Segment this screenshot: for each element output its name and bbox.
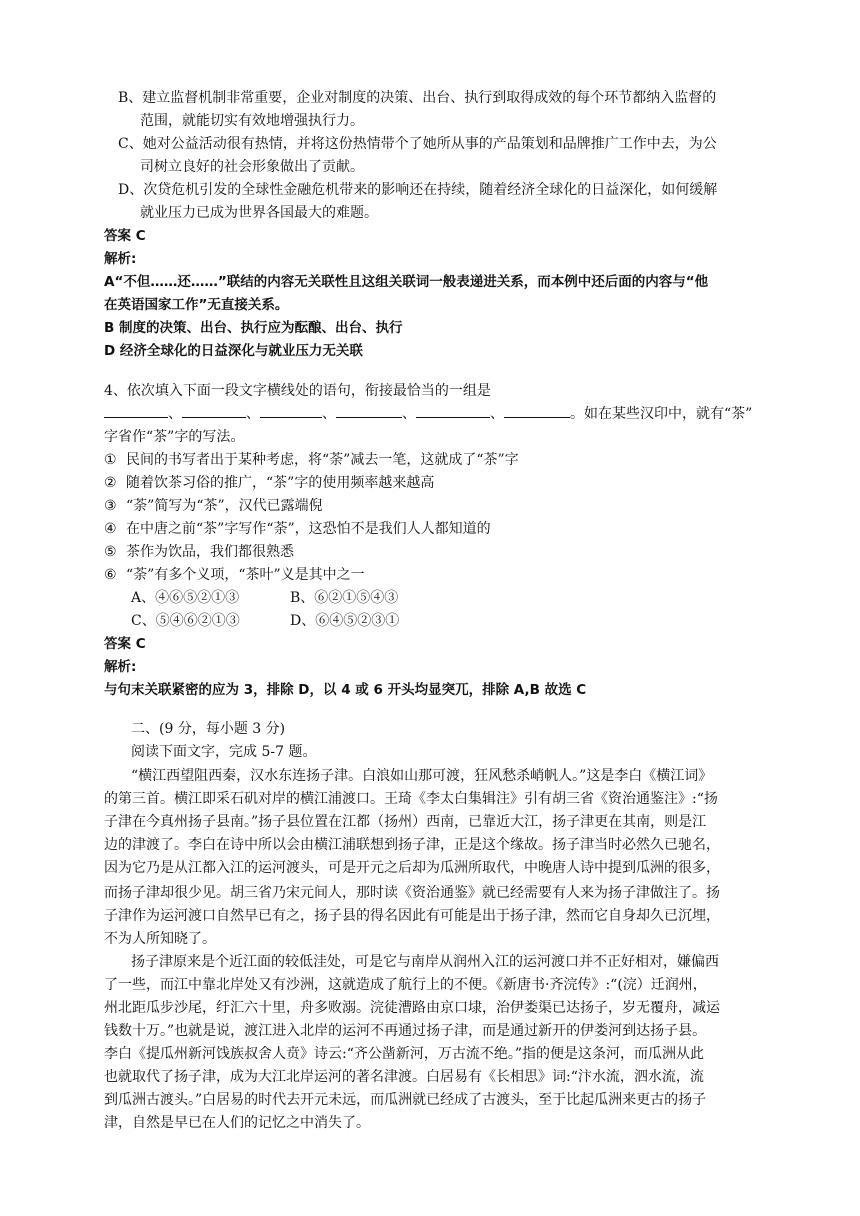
section2-intro: 阅读下面文字，完成 5-7 题。 — [131, 744, 317, 760]
item-text: 茶作为饮品，我们都很熟悉 — [126, 544, 294, 560]
passage-p2-line: 津，自然是早已在人们的记忆之中消失了。 — [104, 1115, 370, 1131]
q3-analysis-d: D 经济全球化的日益深化与就业压力无关联 — [104, 343, 363, 359]
passage-p1-line: 而扬子津却很少见。胡三省乃宋元间人，那时读《资治通鉴》就已经需要有人来为扬子津做注了。扬 — [104, 885, 720, 901]
separator: 、 — [168, 406, 182, 422]
item-text: 在中唐之前“茶”字写作“荼”，这恐怕不是我们人人都知道的 — [126, 521, 491, 537]
q4-item — [104, 495, 323, 517]
q3-analysis-a-line1: A“不但……还……”联结的内容无关联性且这组关联词一般表递进关系，而本例中还后面的内容与“他 — [104, 274, 709, 290]
blank-2 — [182, 403, 246, 418]
blank-6 — [504, 403, 570, 418]
section2-heading: 二、(9 分，每小题 3 分) — [131, 721, 286, 737]
item-number: ⑥ — [104, 567, 117, 583]
item-text: 随着饮茶习俗的推广，“茶”字的使用频率越来越高 — [126, 475, 435, 491]
passage-p1-line: 的第三首。横江即采石矶对岸的横江浦渡口。王琦《李太白集辑注》引有胡三省《资治通鉴注》:“扬 — [104, 791, 718, 807]
q4-item — [104, 518, 491, 540]
q3-option-c-line1: C、她对公益活动很有热情，并将这份热情带个了她所从事的产品策划和品牌推广工作中去，为公 — [118, 136, 717, 152]
passage-p2-line: 州北距瓜步沙尾，纡汇六十里，舟多败溺。浣徒漕路由京口埭，治伊娄渠已达扬子，岁无覆舟，减运 — [104, 1000, 720, 1016]
item-number: ② — [104, 475, 117, 491]
q3-analysis-b: B 制度的决策、出台、执行应为酝酿、出台、执行 — [104, 320, 403, 336]
q4-analysis: 与句末关联紧密的应为 3，排除 D，以 4 或 6 开头均显突兀，排除 A,B 故选 C — [104, 682, 587, 698]
item-text: 民间的书写者出于某种考虑，将“荼”减去一笔，这就成了“茶”字 — [126, 452, 519, 468]
q4-item — [104, 541, 294, 563]
passage-p2-line: 扬子津原来是个近江面的较低洼处，可是它与南岸从润州入江的运河渡口并不正好相对，嫌偏西 — [131, 954, 719, 970]
q4-analysis-label: 解析: — [104, 659, 137, 675]
separator: 、 — [402, 406, 416, 422]
blank-4 — [336, 403, 402, 418]
q4-answer: 答案 C — [104, 636, 146, 652]
q4-tail-line1: 。如在某些汉印中，就有“茶” — [570, 406, 753, 422]
q4-option-b: B、⑥②①⑤④③ — [290, 590, 399, 606]
blank-1 — [104, 403, 168, 418]
q3-analysis-a-line2: 在英语国家工作”无直接关系。 — [104, 297, 289, 313]
passage-p2-line: 钱数十万。”也就是说，渡江进入北岸的运河不再通过扬子津，而是通过新开的伊娄河到达扬子县。 — [104, 1023, 707, 1039]
separator: 、 — [490, 406, 504, 422]
passage-p1-line: 边的津渡了。李白在诗中所以会由横江浦联想到扬子津，正是这个缘故。扬子津当时必然久已驰名， — [104, 837, 720, 853]
q3-option-b-line2: 范围，就能切实有效地增强执行力。 — [140, 113, 364, 129]
passage-p2-line: 李白《提瓜州新河饯族叔舍人贲》诗云:“齐公凿新河，万古流不绝。”指的便是这条河，而瓜洲从此 — [104, 1046, 705, 1062]
passage-p2-line: 了一些，而江中靠北岸处又有沙洲，这就造成了航行上的不便。《新唐书·齐浣传》:“(浣）迁润州， — [104, 977, 707, 993]
item-number: ⑤ — [104, 544, 117, 560]
item-number: ④ — [104, 521, 117, 537]
blank-5 — [416, 403, 490, 418]
passage-p2-line: 到瓜洲古渡头。”白居易的时代去开元未远，而瓜洲就已经成了古渡头，至于比起瓜洲来更古的扬子 — [104, 1092, 707, 1108]
q4-item — [104, 564, 365, 586]
q3-analysis-label: 解析: — [104, 251, 137, 267]
q4-stem: 4、依次填入下面一段文字横线处的语句，衔接最恰当的一组是 — [104, 383, 491, 399]
passage-p1-line: 因为它乃是从江都入江的运河渡头，可是开元之后却为瓜洲所取代，中晚唐人诗中提到瓜洲的很多， — [104, 860, 720, 876]
q4-item — [104, 472, 434, 494]
q3-answer: 答案 C — [104, 228, 146, 244]
q3-option-d-line1: D、次贷危机引发的全球性金融危机带来的影响还在持续，随着经济全球化的日益深化，如何缓解 — [118, 182, 718, 198]
passage-p1-line: “横江西望阻西秦，汉水东连扬子津。白浪如山那可渡，狂风愁杀峭帆人。”这是李白《横江词》 — [131, 768, 713, 784]
passage-p1-line: 子津在今真州扬子县南。”扬子县位置在江都（扬州）西南，已靠近大江，扬子津更在其南，则是江 — [104, 814, 707, 830]
passage-p1-line: 不为人所知晓了。 — [104, 931, 216, 947]
item-text: “荼”有多个义项，“茶叶”义是其中之一 — [126, 567, 365, 583]
item-text: “荼”简写为“茶”，汉代已露端倪 — [126, 498, 323, 514]
item-number: ① — [104, 452, 117, 468]
item-number: ③ — [104, 498, 117, 514]
separator: 、 — [246, 406, 260, 422]
q4-option-d: D、⑥④⑤②③① — [290, 613, 400, 629]
blank-3 — [260, 403, 322, 418]
q4-option-a: A、④⑥⑤②①③ — [131, 590, 240, 606]
q4-item — [104, 449, 519, 471]
q4-tail-line2: 字省作“茶”字的写法。 — [104, 429, 245, 445]
q3-option-b-line1: B、建立监督机制非常重要，企业对制度的决策、出台、执行到取得成效的每个环节都纳入监督的 — [118, 90, 717, 106]
q4-option-c: C、⑤④⑥②①③ — [131, 613, 240, 629]
separator: 、 — [322, 406, 336, 422]
passage-p2-line: 也就取代了扬子津，成为大江北岸运河的著名津渡。白居易有《长相思》词:“汴水流，泗水流，流 — [104, 1069, 704, 1085]
passage-p1-line: 子津作为运河渡口自然早已有之，扬子县的得名因此有可能是出于扬子津，然而它自身却久已沉埋， — [104, 908, 720, 924]
q3-option-d-line2: 就业压力已成为世界各国最大的难题。 — [140, 205, 378, 221]
q3-option-c-line2: 司树立良好的社会形象做出了贡献。 — [140, 159, 364, 175]
q4-blanks-line — [104, 403, 752, 425]
